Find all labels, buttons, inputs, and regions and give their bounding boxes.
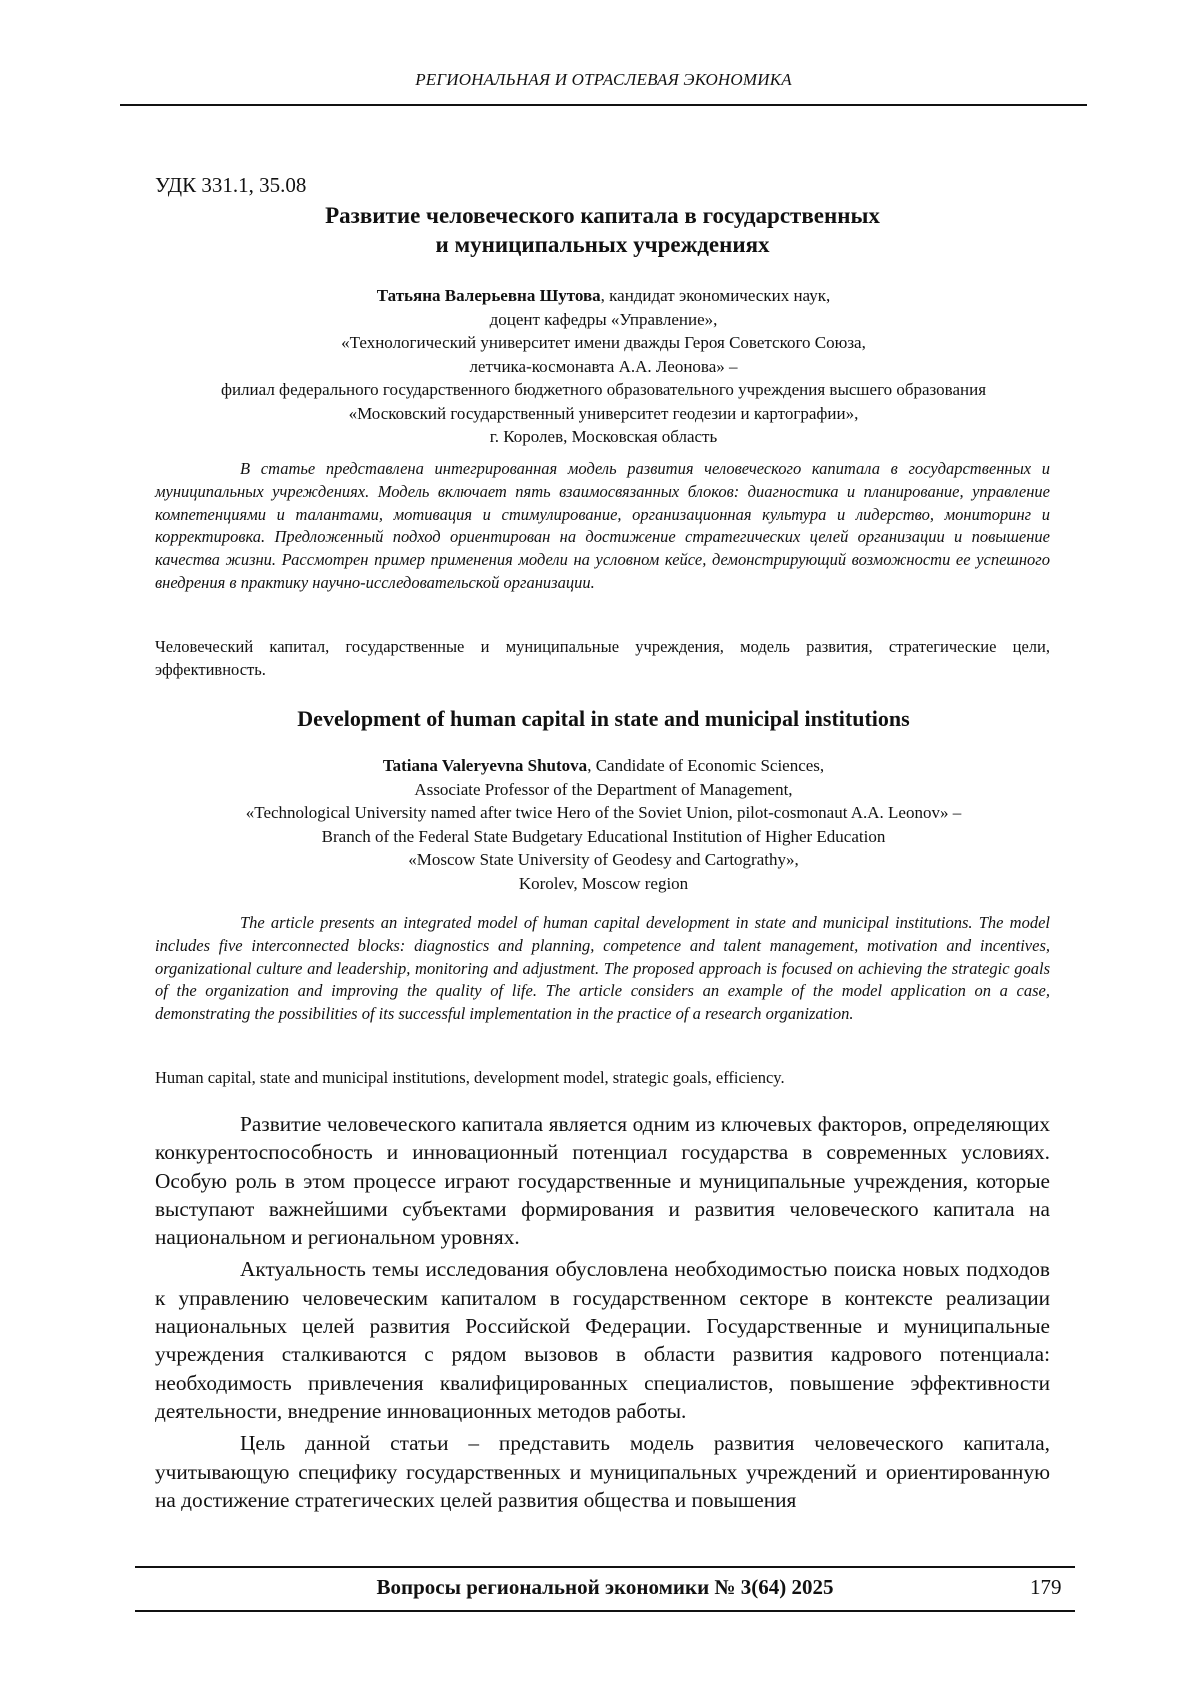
keywords-ru: Человеческий капитал, государственные и муниципальные учреждения, модель развития, стратегические цели, эффективность. <box>155 637 1050 679</box>
abstract-en: The article presents an integrated model of human capital development in state and municipal institutions. The model includes five interconnected blocks: diagnostics and planning, competence and talent management, motivation and incentives, organizational culture and leadership, monitoring and adjustment. The proposed approach is focused on achieving the strategic goals of the organization and improving the quality of life. The article considers an example of the model application on a case, demonstrating the possibilities of its successful implementation in the practice of a research organization. <box>155 913 1050 1024</box>
footer-journal-title: Вопросы региональной экономики № 3(64) 2025 <box>376 1575 834 1599</box>
author-line-ru-6: «Московский государственный университет геодезии и картографии», <box>348 403 859 423</box>
article-body <box>155 1110 1050 1518</box>
author-line-en-3: «Technological University named after twice Hero of the Soviet Union, pilot-cosmonaut A.A. Leonov» – <box>245 803 962 822</box>
author-affiliation-ru <box>120 284 1087 449</box>
author-degree-en: , Candidate of Economic Sciences, <box>587 756 825 775</box>
keywords-en: Human capital, state and municipal institutions, development model, strategic goals, efficiency. <box>155 1068 785 1087</box>
footer-rule-top <box>135 1566 1075 1568</box>
author-line-ru-7: г. Королев, Московская область <box>489 427 718 446</box>
author-name-ru: Татьяна Валерьевна Шутова <box>376 286 601 305</box>
article-title-en: Development of human capital in state and municipal institutions <box>297 706 910 731</box>
author-line-ru-4: летчика-космонавта А.А. Леонова» – <box>469 356 738 376</box>
running-header: РЕГИОНАЛЬНАЯ И ОТРАСЛЕВАЯ ЭКОНОМИКА <box>415 70 792 89</box>
header-rule <box>120 104 1087 106</box>
author-line-ru-1 <box>120 284 1087 308</box>
article-title-ru-line-2: и муниципальных учреждениях <box>435 232 770 257</box>
body-paragraph-3: Цель данной статьи – представить модель развития человеческого капитала, учитывающую специфику государственных и муниципальных учреждений и ориентированную на достижение стратегических целей развития общества и повышения <box>155 1431 1050 1512</box>
udc-code: УДК 331.1, 35.08 <box>155 173 307 197</box>
article-title-ru <box>155 201 1050 259</box>
abstract-ru: В статье представлена интегрированная модель развития человеческого капитала в государственных и муниципальных учреждениях. Модель включает пять взаимосвязанных блоков: диагностика и планирование, управление компетенциями и талантами, мотивация и стимулирование, организационная культура и лидерство, мониторинг и корректировка. Предложенный подход ориентирован на достижение стратегических целей организации и повышение качества жизни. Рассмотрен пример применения модели на условном кейсе, демонстрирующий возможности ее успешного внедрения в практику научно-исследовательской организации. <box>155 459 1050 592</box>
page-number: 179 <box>1030 1575 1062 1599</box>
author-degree-ru: , кандидат экономических наук, <box>600 286 831 305</box>
footer-rule-bottom <box>135 1610 1075 1612</box>
author-line-ru-2: доцент кафедры «Управление», <box>489 309 718 329</box>
author-line-en-1 <box>120 754 1087 778</box>
body-paragraph-1: Развитие человеческого капитала является одним из ключевых факторов, определяющих конкурентоспособность и инновационный потенциал государства в современных условиях. Особую роль в этом процессе играют государственные и муниципальные учреждения, которые выступают важнейшими субъектами формирования и развития человеческого капитала на национальном и региональном уровнях. <box>155 1112 1050 1250</box>
author-line-ru-5: филиал федерального государственного бюджетного образовательного учреждения высшего образования <box>220 380 987 399</box>
body-paragraph-2: Актуальность темы исследования обусловлена необходимостью поиска новых подходов к управлению человеческим капиталом в государственном секторе в контексте реализации национальных целей развития Российской Федерации. Государственные и муниципальные учреждения сталкиваются с рядом вызовов в области развития кадрового потенциала: необходимость привлечения квалифицированных специалистов, повышение эффективности деятельности, внедрение инновационных методов работы. <box>155 1257 1050 1423</box>
author-line-en-2: Associate Professor of the Department of Management, <box>414 779 793 799</box>
author-line-en-4: Branch of the Federal State Budgetary Educational Institution of Higher Education <box>321 826 886 846</box>
article-title-ru-line-1: Развитие человеческого капитала в государственных <box>325 203 880 228</box>
author-line-en-5: «Moscow State University of Geodesy and Cartograthy», <box>408 850 799 869</box>
author-name-en: Tatiana Valeryevna Shutova <box>382 756 588 775</box>
author-line-ru-3: «Технологический университет имени дважды Героя Советского Союза, <box>341 333 866 352</box>
author-line-en-6: Korolev, Moscow region <box>518 873 689 893</box>
author-affiliation-en <box>120 754 1087 895</box>
